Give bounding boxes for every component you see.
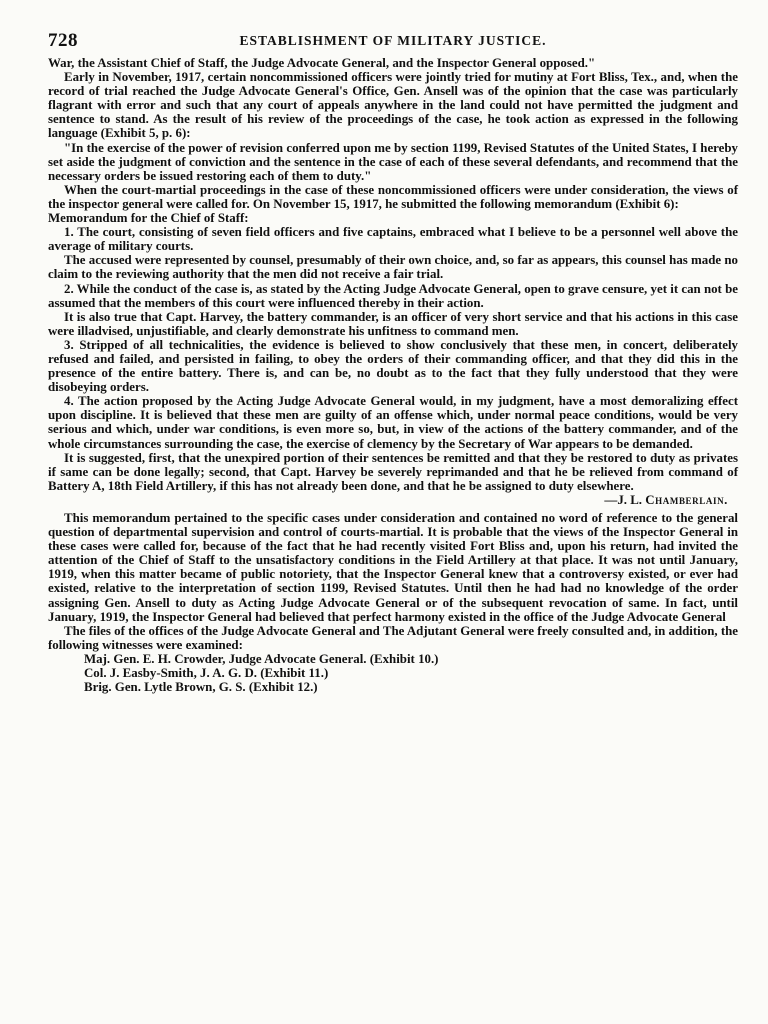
paragraph: Early in November, 1917, certain noncommissioned officers were jointly tried for mutiny at Fort Bliss, Tex., and, when the record of trial reached the Judge Advocate General's Office, Gen. Ansell was of the opinion that the case was particularly flagrant with error and such that any court of appeals anywhere in the land could not have permitted the judgment and sentence to stand. As the result of his review of the proceedings of the case, he took action as expressed in the following language (Exhibit 5, p. 6): xyxy=(48,70,738,141)
running-title: ESTABLISHMENT OF MILITARY JUSTICE. xyxy=(239,33,547,48)
paragraph: This memorandum pertained to the specific cases under consideration and contained no word of reference to the general question of departmental supervision and control of courts-martial. It is probable that the views of the Inspector General in these cases were called for, because of the fact that he had recently visited Fort Bliss and, upon his return, had invited the attention of the Chief of Staff to the unsatisfactory conditions in the Field Artillery at that place. It was not until January, 1919, when this matter became of public notoriety, that the Inspector General knew that a controversy existed, or ever had existed, relative to the interpretation of section 1199, Revised Statutes. Until then he had had no knowledge of the order assigning Gen. Ansell to duty as Acting Judge Advocate General or of the subsequent revocation of same. In fact, until January, 1919, the Inspector General had believed that perfect harmony existed in the office of the Judge Advocate General xyxy=(48,511,738,624)
signature-prefix: —J. L. xyxy=(604,492,646,507)
witness-entry: Col. J. Easby-Smith, J. A. G. D. (Exhibit 11.) xyxy=(84,666,329,681)
memo-paragraph: 1. The court, consisting of seven field officers and five captains, embraced what I believe to be a personnel well above the average of military courts. xyxy=(48,225,738,254)
memorandum-heading: Memorandum for the Chief of Staff: xyxy=(48,211,249,226)
page-number: 728 xyxy=(48,30,78,51)
memo-paragraph: It is suggested, first, that the unexpired portion of their sentences be remitted and that they be restored to duty as privates if same can be done legally; second, that Capt. Harvey be severely reprimanded and that he be relieved from command of Battery A, 18th Field Artillery, if this has not already been done, and that he be assigned to duty elsewhere. xyxy=(48,450,738,493)
paragraph: When the court-martial proceedings in the case of these noncommissioned officers were under consideration, the views of the inspector general were called for. On November 15, 1917, he submitted the following memorandum (Exhibit 6): xyxy=(48,182,738,211)
document-body xyxy=(48,56,738,694)
memo-paragraph: It is also true that Capt. Harvey, the battery commander, is an officer of very short service and that his actions in this case were illadvised, unjustifiable, and clearly demonstrate his unfitness to command men. xyxy=(48,309,738,338)
page-header xyxy=(48,30,738,56)
memo-paragraph: The accused were represented by counsel, presumably of their own choice, and, so far as appears, this counsel has made no claim to the reviewing authority that the men did not receive a fair trial. xyxy=(48,253,738,282)
paragraph: War, the Assistant Chief of Staff, the Judge Advocate General, and the Inspector General opposed." xyxy=(48,56,596,70)
witness-entry: Brig. Gen. Lytle Brown, G. S. (Exhibit 12.) xyxy=(84,680,318,695)
memo-signature xyxy=(48,493,738,507)
document-page xyxy=(48,30,738,694)
quoted-order: "In the exercise of the power of revision conferred upon me by section 1199, Revised Statutes of the United States, I hereby set aside the judgment of conviction and the sentence in the case of each of these several defendants, and recommend that the necessary orders be issued restoring each of them to duty." xyxy=(48,140,738,183)
witness-entry: Maj. Gen. E. H. Crowder, Judge Advocate General. (Exhibit 10.) xyxy=(84,651,439,666)
memo-paragraph: 2. While the conduct of the case is, as stated by the Acting Judge Advocate General, open to grave censure, yet it can not be assumed that the members of this court were influenced thereby in their action. xyxy=(48,281,738,310)
memo-paragraph: 3. Stripped of all technicalities, the evidence is believed to show conclusively that these men, in concert, deliberately refused and failed, and persisted in failing, to obey the orders of their commanding officer, and that they did this in the presence of the entire battery. There is, and can be, no doubt as to the fact that they fully understood that they were disobeying orders. xyxy=(48,337,738,395)
paragraph: The files of the offices of the Judge Advocate General and The Adjutant General were freely consulted and, in addition, the following witnesses were examined: xyxy=(48,623,738,652)
memo-paragraph: 4. The action proposed by the Acting Judge Advocate General would, in my judgment, have a most demoralizing effect upon discipline. It is believed that these men are guilty of an offense which, under normal peace conditions, would be very serious and which, under war conditions, is even more so, but, in view of the actions of the battery commander, and of the whole circumstances surrounding the case, the exercise of clemency by the Secretary of War appears to be demanded. xyxy=(48,394,738,451)
signature-name: Chamberlain. xyxy=(645,492,728,507)
